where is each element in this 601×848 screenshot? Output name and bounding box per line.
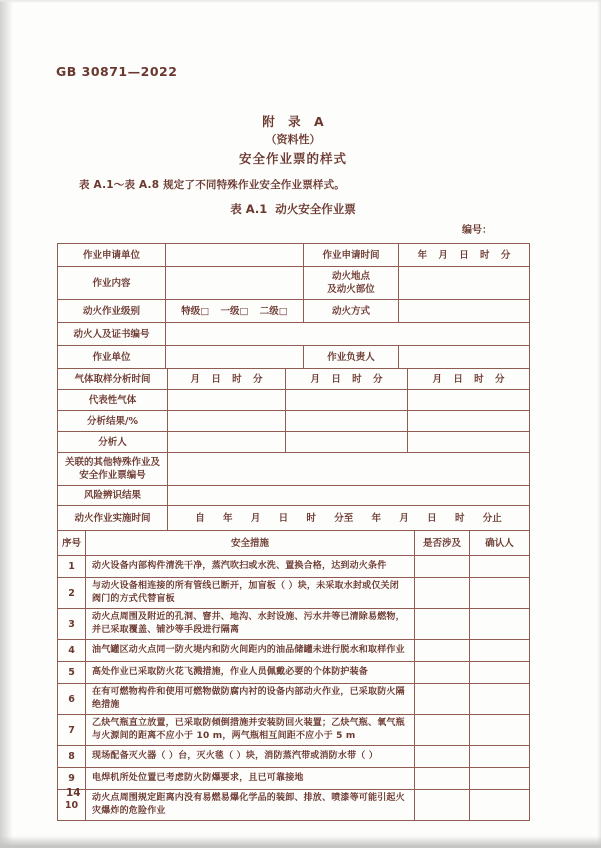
implementation-time-value: 自 年 月 日 时 分至 年 月 日 时 分止	[168, 506, 530, 531]
confirm-cell	[470, 746, 530, 768]
gas-time-cell-3: 月 日 时 分	[408, 369, 530, 390]
related-permits-label	[58, 453, 168, 486]
risk-identification-value-cell	[168, 486, 530, 506]
col-header-measure: 安全措施	[86, 531, 415, 556]
involved-cell	[415, 640, 470, 662]
involved-cell	[415, 684, 470, 715]
gas-analysis-section	[57, 368, 530, 531]
measure-no: 10	[58, 790, 86, 821]
table-row	[58, 323, 530, 346]
measure-text: 与动火设备相连接的所有管线已断开，加盲板（ ）块，未采取水封或仅关闭阀门的方式代替盲板	[86, 578, 415, 609]
appendix-heading: 安全作业票的样式	[238, 151, 347, 166]
scan-edge-bottom	[0, 836, 601, 848]
table-row	[58, 411, 530, 432]
table-row	[58, 244, 530, 267]
confirm-cell	[470, 556, 530, 578]
measure-text: 在有可燃物构件和使用可燃物做防腐内衬的设备内部动火作业，已采取防火隔绝措施	[86, 684, 415, 715]
measure-no: 9	[58, 768, 86, 790]
involved-cell	[415, 768, 470, 790]
measure-text: 电焊机所处位置已考虑防火防爆要求，且已可靠接地	[86, 768, 415, 790]
appendix-subtitle: （资料性）	[265, 133, 321, 146]
measure-row	[58, 684, 530, 715]
measure-no: 1	[58, 556, 86, 578]
fire-location-label-line2: 及动火部位	[327, 284, 375, 295]
work-content-value-cell	[166, 267, 304, 300]
measure-no: 3	[58, 609, 86, 640]
analyst-cell-3	[408, 432, 530, 453]
standard-code: GB 30871—2022	[56, 64, 178, 79]
measure-row	[58, 578, 530, 609]
measure-text: 动火点周围及附近的孔洞、窨井、地沟、水封设施、污水井等已清除易燃物，并已采取覆盖、铺沙等手段进行隔离	[86, 609, 415, 640]
table-row	[58, 506, 530, 531]
involved-cell	[415, 662, 470, 684]
fire-location-label	[304, 267, 399, 300]
confirm-cell	[470, 790, 530, 821]
representative-gas-cell-1	[168, 390, 286, 411]
measure-text: 现场配备灭火器（ ）台，灭火毯（ ）块，消防蒸汽带或消防水带（ ）	[86, 746, 415, 768]
involved-cell	[415, 790, 470, 821]
work-content-label: 作业内容	[58, 267, 166, 300]
intro-paragraph: 表 A.1～表 A.8 规定了不同特殊作业安全作业票样式。	[79, 179, 345, 191]
table-a1-title: 表 A.1 动火安全作业票	[230, 202, 356, 216]
safety-measures-section	[57, 530, 530, 821]
representative-gas-cell-2	[286, 390, 408, 411]
gas-sample-time-label: 气体取样分析时间	[58, 369, 168, 390]
table-row	[58, 300, 530, 323]
apply-time-label: 作业申请时间	[304, 244, 399, 267]
col-header-involved: 是否涉及	[415, 531, 470, 556]
table-row	[58, 346, 530, 369]
table-row	[58, 369, 530, 390]
page-number: 14	[66, 787, 81, 799]
analysis-result-label: 分析结果/%	[58, 411, 168, 432]
person-cert-label: 动火人及证书编号	[58, 323, 166, 346]
measure-row	[58, 609, 530, 640]
appendix-title: 附 录 A	[262, 114, 324, 129]
fire-method-value-cell	[399, 300, 530, 323]
measure-text: 油气罐区动火点同一防火堤内和防火间距内的油品储罐未进行脱水和取样作业	[86, 640, 415, 662]
col-header-no: 序号	[58, 531, 86, 556]
work-unit-value-cell	[166, 346, 304, 369]
serial-number-label: 编号：	[462, 225, 492, 236]
fire-location-value-cell	[399, 267, 530, 300]
representative-gas-label: 代表性气体	[58, 390, 168, 411]
measure-text: 动火点周围规定距离内没有易燃易爆化学品的装卸、排放、喷漆等可能引起火灾爆炸的危险作业	[86, 790, 415, 821]
confirm-cell	[470, 640, 530, 662]
permit-info-section	[57, 243, 530, 369]
involved-cell	[415, 746, 470, 768]
analyst-label: 分析人	[58, 432, 168, 453]
scan-edge-right	[597, 0, 601, 848]
measure-text: 高处作业已采取防火花飞溅措施，作业人员佩戴必要的个体防护装备	[86, 662, 415, 684]
measure-text: 乙炔气瓶直立放置，已采取防倾倒措施并安装防回火装置；乙炔气瓶、氧气瓶与火源间的距离不应小于 10 m，两气瓶相互间距不应小于 5 m	[86, 715, 415, 746]
measure-no: 6	[58, 684, 86, 715]
analysis-result-cell-1	[168, 411, 286, 432]
fire-method-label: 动火方式	[304, 300, 399, 323]
leader-label: 作业负责人	[304, 346, 399, 369]
work-unit-label: 作业单位	[58, 346, 166, 369]
confirm-cell	[470, 684, 530, 715]
scan-edge-top	[0, 0, 601, 3]
involved-cell	[415, 578, 470, 609]
measure-row	[58, 768, 530, 790]
apply-time-value: 年 月 日 时 分	[399, 244, 530, 267]
confirm-cell	[470, 662, 530, 684]
measure-row	[58, 640, 530, 662]
table-row	[58, 486, 530, 506]
measure-row	[58, 790, 530, 821]
work-level-checkboxes: 特级□ 一级□ 二级□	[166, 300, 304, 323]
table-row	[58, 267, 530, 300]
measure-no: 7	[58, 715, 86, 746]
analyst-cell-1	[168, 432, 286, 453]
related-permits-label-line1: 关联的其他特殊作业及	[64, 457, 160, 468]
work-level-label: 动火作业级别	[58, 300, 166, 323]
implementation-time-label: 动火作业实施时间	[58, 506, 168, 531]
hot-work-permit-table	[57, 243, 529, 821]
measure-no: 5	[58, 662, 86, 684]
gas-time-cell-1: 月 日 时 分	[168, 369, 286, 390]
related-permits-value-cell	[168, 453, 530, 486]
analyst-cell-2	[286, 432, 408, 453]
table-row	[58, 390, 530, 411]
confirm-cell	[470, 578, 530, 609]
involved-cell	[415, 715, 470, 746]
scan-edge-left	[0, 0, 13, 848]
related-permits-label-line2: 安全作业票编号	[79, 470, 146, 481]
col-header-confirm: 确认人	[470, 531, 530, 556]
analysis-result-cell-3	[408, 411, 530, 432]
analysis-result-cell-2	[286, 411, 408, 432]
involved-cell	[415, 556, 470, 578]
measure-no: 2	[58, 578, 86, 609]
table-row	[58, 432, 530, 453]
fire-location-label-line1: 动火地点	[331, 271, 370, 282]
risk-identification-label: 风险辨识结果	[58, 486, 168, 506]
measure-row	[58, 662, 530, 684]
confirm-cell	[470, 715, 530, 746]
leader-value-cell	[399, 346, 530, 369]
table-header-row	[58, 531, 530, 556]
measure-text: 动火设备内部构件清洗干净，蒸汽吹扫或水洗、置换合格，达到动火条件	[86, 556, 415, 578]
gas-time-cell-2: 月 日 时 分	[286, 369, 408, 390]
measure-no: 8	[58, 746, 86, 768]
person-cert-value-cell	[166, 323, 530, 346]
apply-unit-value-cell	[166, 244, 304, 267]
confirm-cell	[470, 768, 530, 790]
confirm-cell	[470, 609, 530, 640]
apply-unit-label: 作业申请单位	[58, 244, 166, 267]
measure-row	[58, 746, 530, 768]
table-row	[58, 453, 530, 486]
measure-row	[58, 715, 530, 746]
measure-row	[58, 556, 530, 578]
representative-gas-cell-3	[408, 390, 530, 411]
involved-cell	[415, 609, 470, 640]
measure-no: 4	[58, 640, 86, 662]
